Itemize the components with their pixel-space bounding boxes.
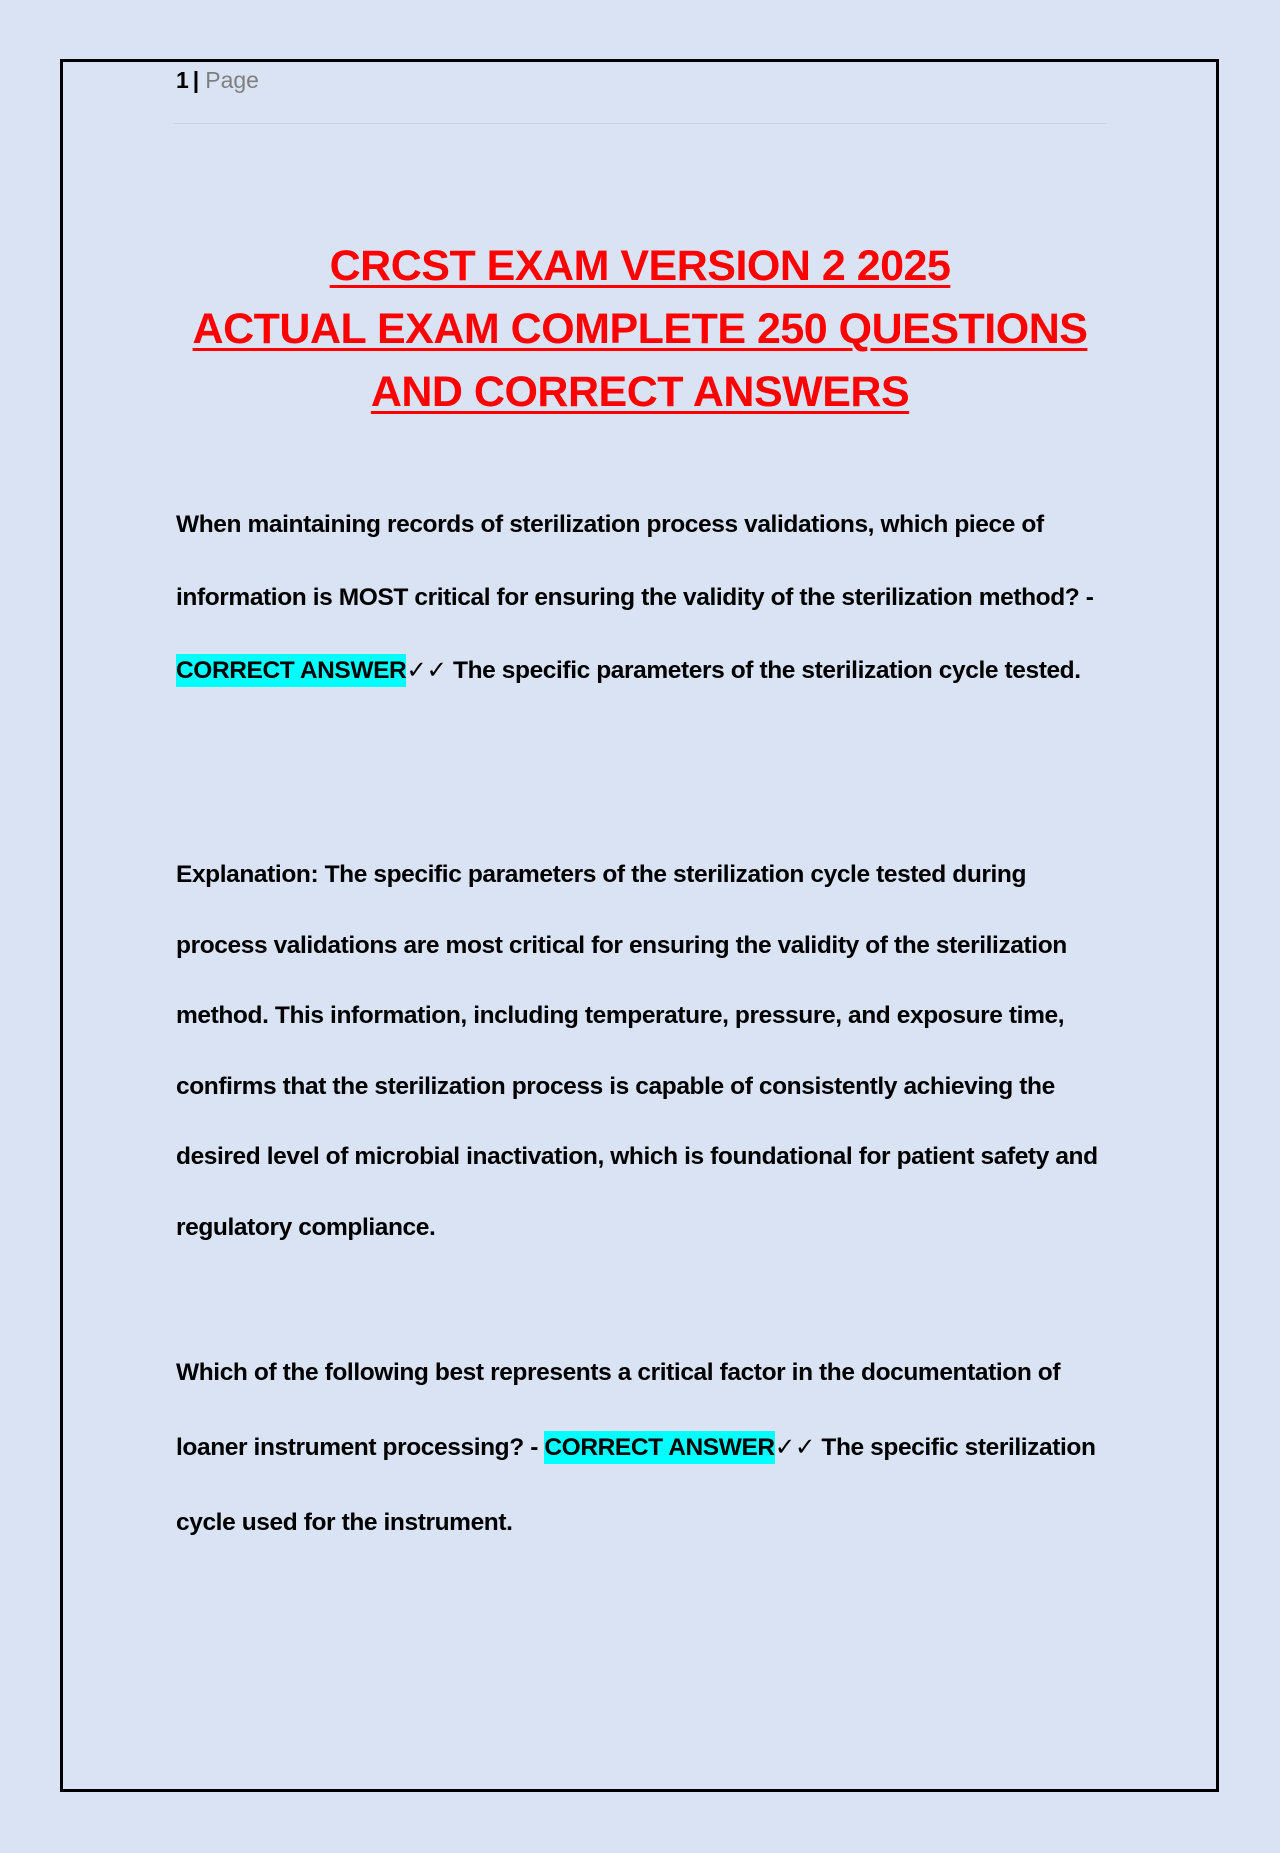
question-2 — [176, 1335, 1121, 1560]
title-line-2: ACTUAL EXAM COMPLETE 250 QUESTIONS — [192, 305, 1088, 353]
header-divider — [174, 123, 1106, 124]
checkmark-icon: ✓✓ — [406, 657, 447, 684]
question-1 — [176, 488, 1121, 707]
answer-2-text: The specific sterilization cycle used for the instrument. — [176, 1434, 1096, 1536]
question-2-text: Which of the following best represents a critical factor in the documentation of loaner instrument processing? - — [176, 1359, 1061, 1461]
explanation-1: Explanation: The specific parameters of the sterilization cycle tested during process validations are most critical for ensuring the validity of the sterilization method. This information, including temperature, pressure, and exposure time, confirms that the sterilization process is capable of consistently achieving the desired level of microbial inactivation, which is foundational for patient safety and regulatory compliance. — [176, 861, 1098, 1241]
page-number: 1 — [176, 67, 189, 93]
title-line-3: AND CORRECT ANSWERS — [370, 368, 910, 416]
answer-1-text: The specific parameters of the sterilization cycle tested. — [453, 657, 1081, 684]
page-separator: | — [192, 67, 200, 93]
page-header — [176, 64, 259, 96]
page-label: Page — [205, 67, 259, 93]
correct-answer-label-2: CORRECT ANSWER — [544, 1431, 774, 1464]
question-1-text: When maintaining records of sterilization process validations, which piece of information is MOST critical for ensuring the validity of the sterilization method? - — [176, 511, 1094, 611]
title-line-1: CRCST EXAM VERSION 2 2025 — [329, 242, 951, 290]
document-title — [100, 235, 1180, 424]
correct-answer-label-1: CORRECT ANSWER — [176, 654, 406, 687]
checkmark-icon: ✓✓ — [774, 1434, 815, 1461]
